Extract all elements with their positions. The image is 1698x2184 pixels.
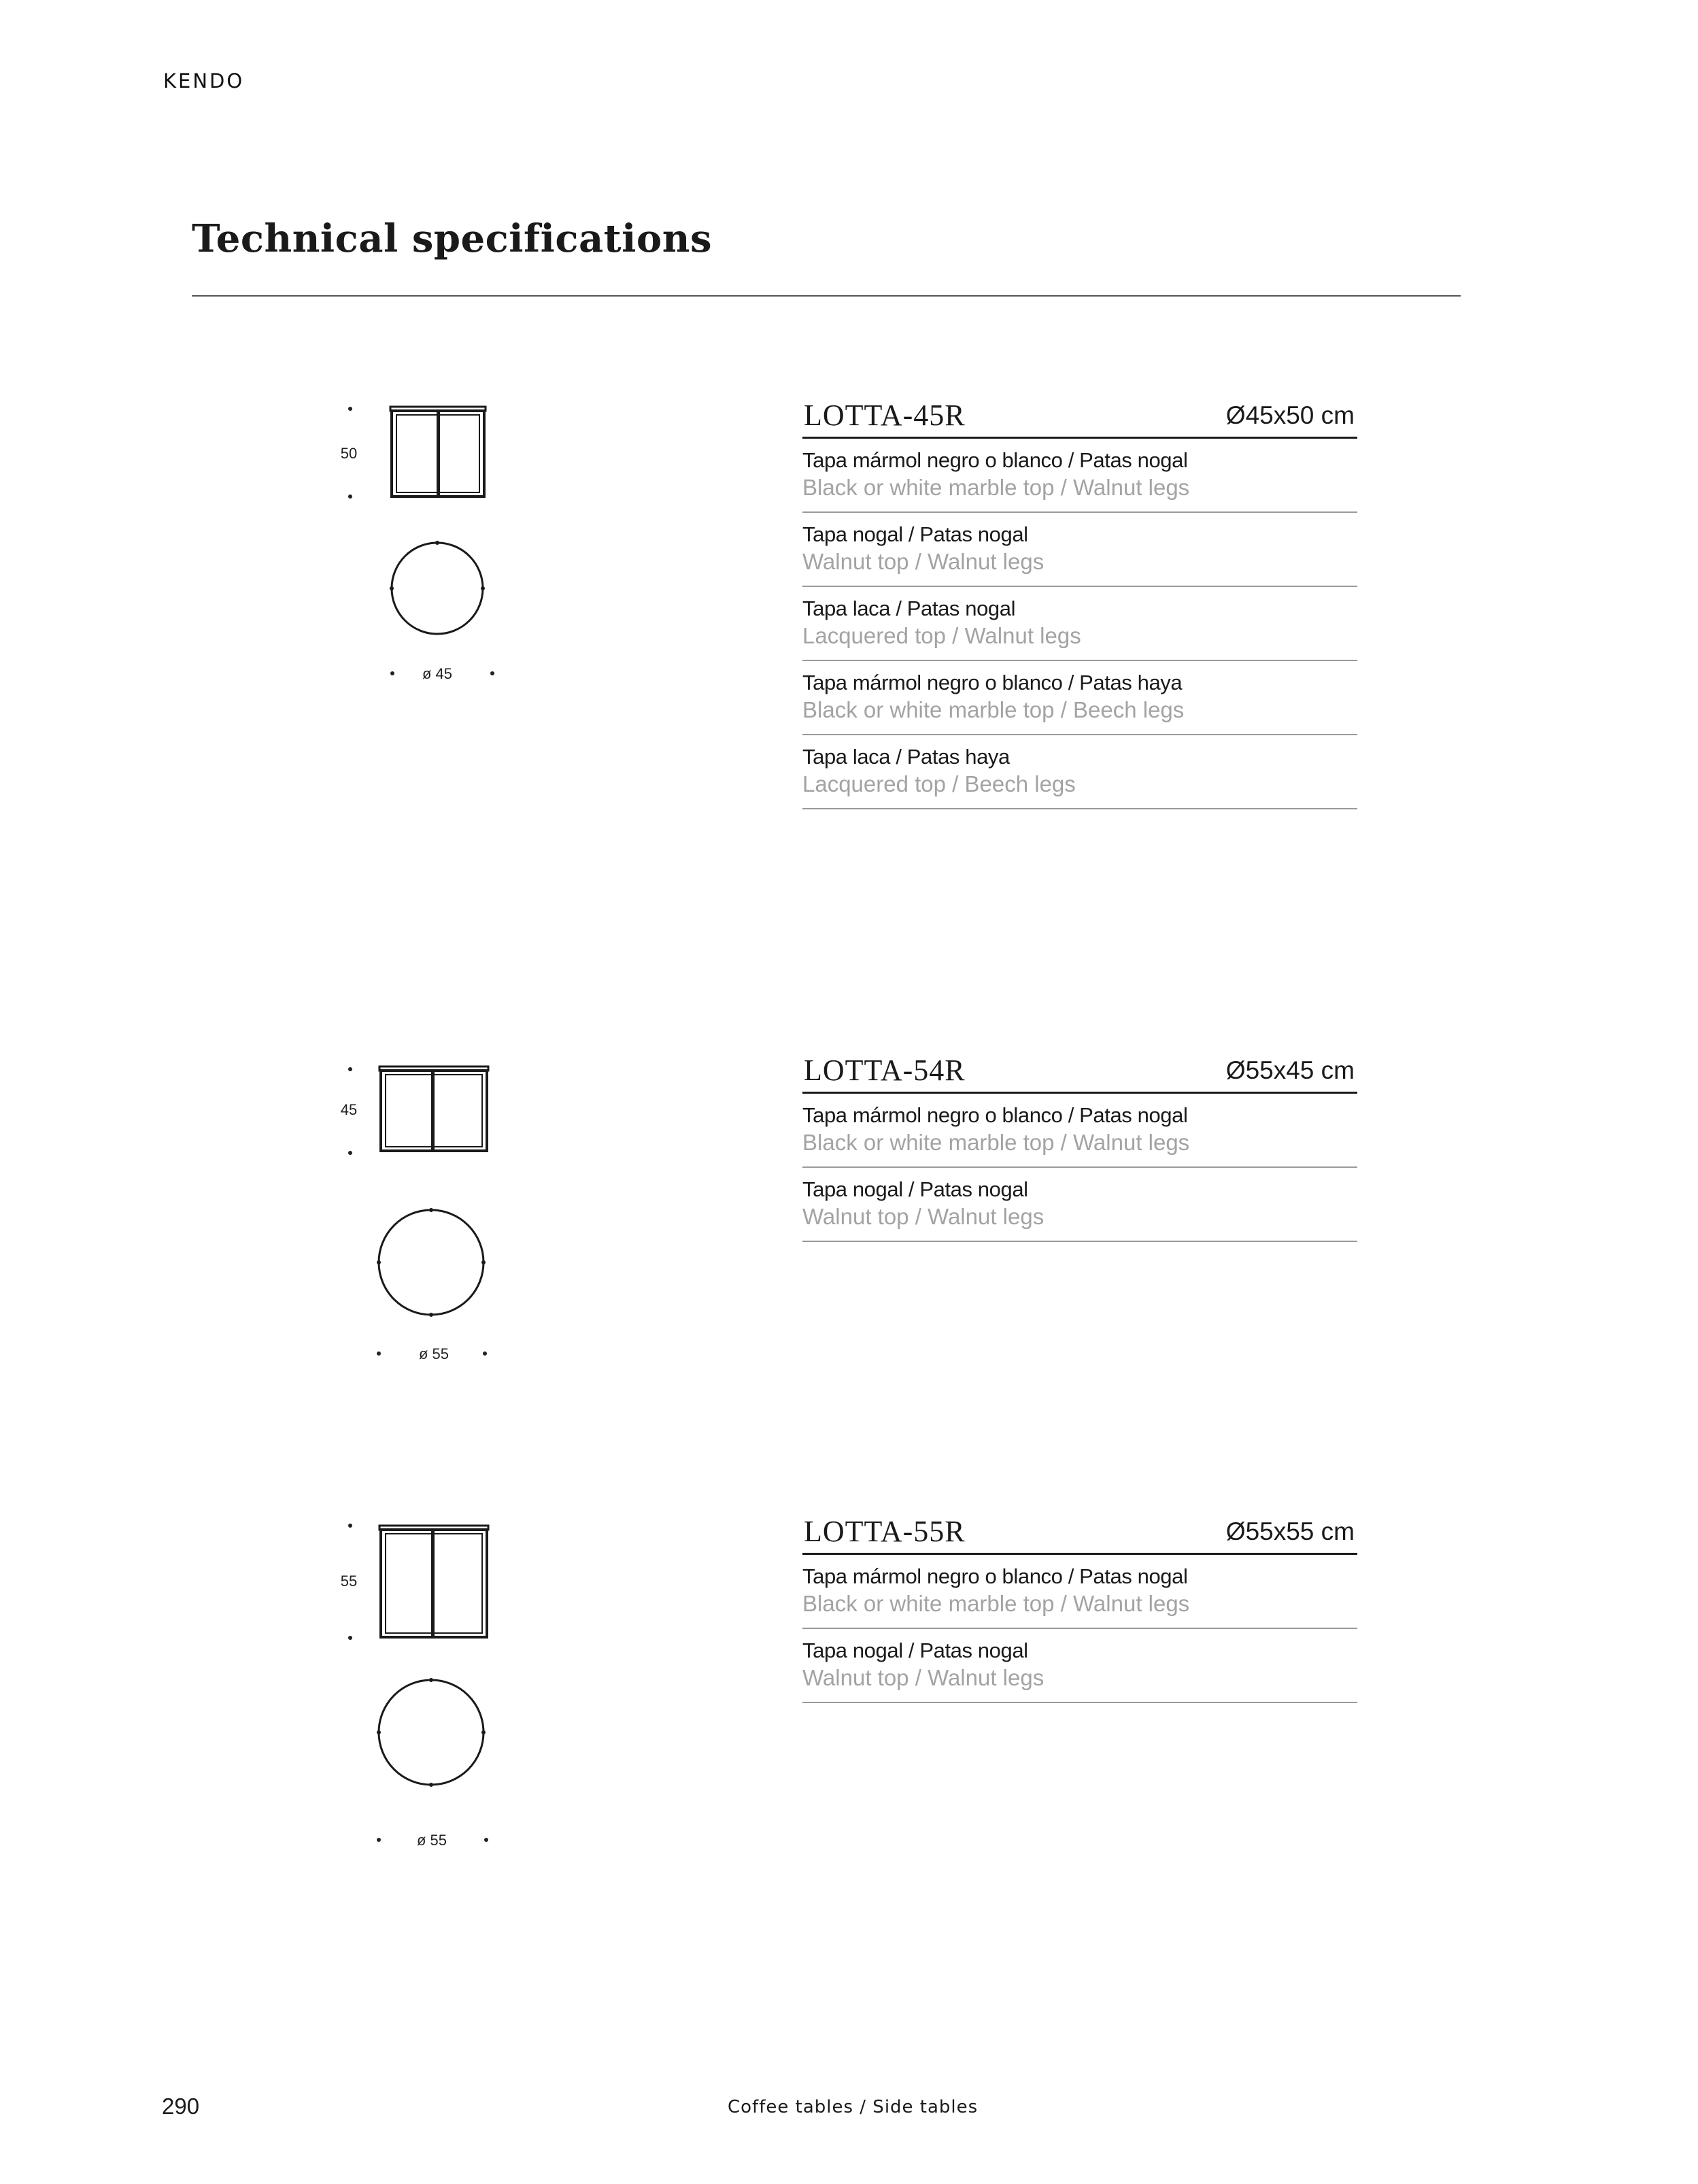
spec-header <box>802 398 1357 439</box>
option-spanish: Tapa nogal / Patas nogal <box>802 522 1028 546</box>
diameter-dimension-label: ø 45 <box>422 665 453 682</box>
side-elevation-view <box>390 407 486 497</box>
side-elevation-view <box>379 1066 488 1151</box>
diameter-dimension-label: ø 55 <box>418 1345 449 1362</box>
option-english: Black or white marble top / Walnut legs <box>802 1591 1190 1616</box>
dimension-tick <box>348 1067 352 1071</box>
option-spanish: Tapa mármol negro o blanco / Patas nogal <box>802 448 1188 472</box>
dimension-tick <box>348 407 352 411</box>
option-english: Walnut top / Walnut legs <box>802 1665 1045 1690</box>
option-spanish: Tapa mármol negro o blanco / Patas nogal <box>802 1564 1188 1588</box>
page-title: Technical specifications <box>192 216 712 261</box>
lotta-55r-drawings <box>326 1513 530 1867</box>
brand-logo-text: KENDO <box>163 69 245 93</box>
finish-option <box>802 1555 1357 1629</box>
lotta-45r-drawings <box>326 394 530 694</box>
finish-option <box>802 1094 1357 1168</box>
dimension-tick <box>348 1151 352 1155</box>
option-english: Walnut top / Walnut legs <box>802 1204 1045 1229</box>
dimension-tick <box>490 671 494 675</box>
finish-option <box>802 513 1357 587</box>
diameter-dimension-label: ø 55 <box>416 1832 447 1849</box>
finish-option <box>802 735 1357 809</box>
top-plan-view <box>377 1208 486 1317</box>
footer-section-title: Coffee tables / Side tables <box>728 2097 979 2117</box>
dimension-tick <box>483 1351 487 1356</box>
dimension-tick <box>484 1838 488 1842</box>
height-dimension-label: 55 <box>340 1573 358 1590</box>
option-spanish: Tapa nogal / Patas nogal <box>802 1639 1028 1662</box>
option-spanish: Tapa nogal / Patas nogal <box>802 1177 1028 1201</box>
top-plan-view <box>377 1678 486 1787</box>
side-elevation-view <box>379 1526 488 1637</box>
lotta-55r-technical-drawing <box>326 1513 530 1867</box>
dimension-tick <box>348 494 352 499</box>
lotta-55r-spec-block <box>802 1514 1357 1703</box>
spec-header <box>802 1514 1357 1555</box>
title-divider <box>192 295 1461 297</box>
finish-option <box>802 1629 1357 1703</box>
option-english: Lacquered top / Walnut legs <box>802 623 1081 648</box>
model-name: LOTTA-55R <box>804 1515 966 1548</box>
model-dimensions: Ø55x45 cm <box>1225 1056 1355 1084</box>
model-name: LOTTA-45R <box>804 399 966 432</box>
option-spanish: Tapa laca / Patas nogal <box>802 597 1016 620</box>
option-spanish: Tapa mármol negro o blanco / Patas haya <box>802 671 1183 694</box>
model-dimensions: Ø55x55 cm <box>1225 1517 1355 1545</box>
option-english: Walnut top / Walnut legs <box>802 549 1045 574</box>
finish-option <box>802 661 1357 735</box>
option-english: Lacquered top / Beech legs <box>802 771 1076 796</box>
model-name: LOTTA-54R <box>804 1054 966 1087</box>
option-spanish: Tapa mármol negro o blanco / Patas nogal <box>802 1103 1188 1127</box>
lotta-54r-drawings <box>326 1054 530 1381</box>
dimension-tick <box>377 1838 381 1842</box>
lotta-54r-spec-block <box>802 1053 1357 1242</box>
height-dimension-label: 50 <box>340 445 358 462</box>
spec-header <box>802 1053 1357 1094</box>
lotta-45r-spec-block <box>802 398 1357 809</box>
option-spanish: Tapa laca / Patas haya <box>802 745 1010 769</box>
dimension-tick <box>377 1351 381 1356</box>
dimension-tick <box>348 1524 352 1528</box>
dimension-tick <box>390 671 394 675</box>
page-number: 290 <box>162 2094 200 2119</box>
top-plan-view <box>390 541 485 634</box>
height-dimension-label: 45 <box>340 1101 358 1118</box>
option-english: Black or white marble top / Walnut legs <box>802 475 1190 500</box>
model-dimensions: Ø45x50 cm <box>1225 401 1355 429</box>
lotta-45r-technical-drawing <box>326 394 530 694</box>
finish-option <box>802 439 1357 513</box>
option-english: Black or white marble top / Beech legs <box>802 697 1185 722</box>
finish-option <box>802 1168 1357 1242</box>
finish-option <box>802 587 1357 661</box>
lotta-54r-technical-drawing <box>326 1054 530 1381</box>
dimension-tick <box>348 1636 352 1640</box>
option-english: Black or white marble top / Walnut legs <box>802 1130 1190 1155</box>
